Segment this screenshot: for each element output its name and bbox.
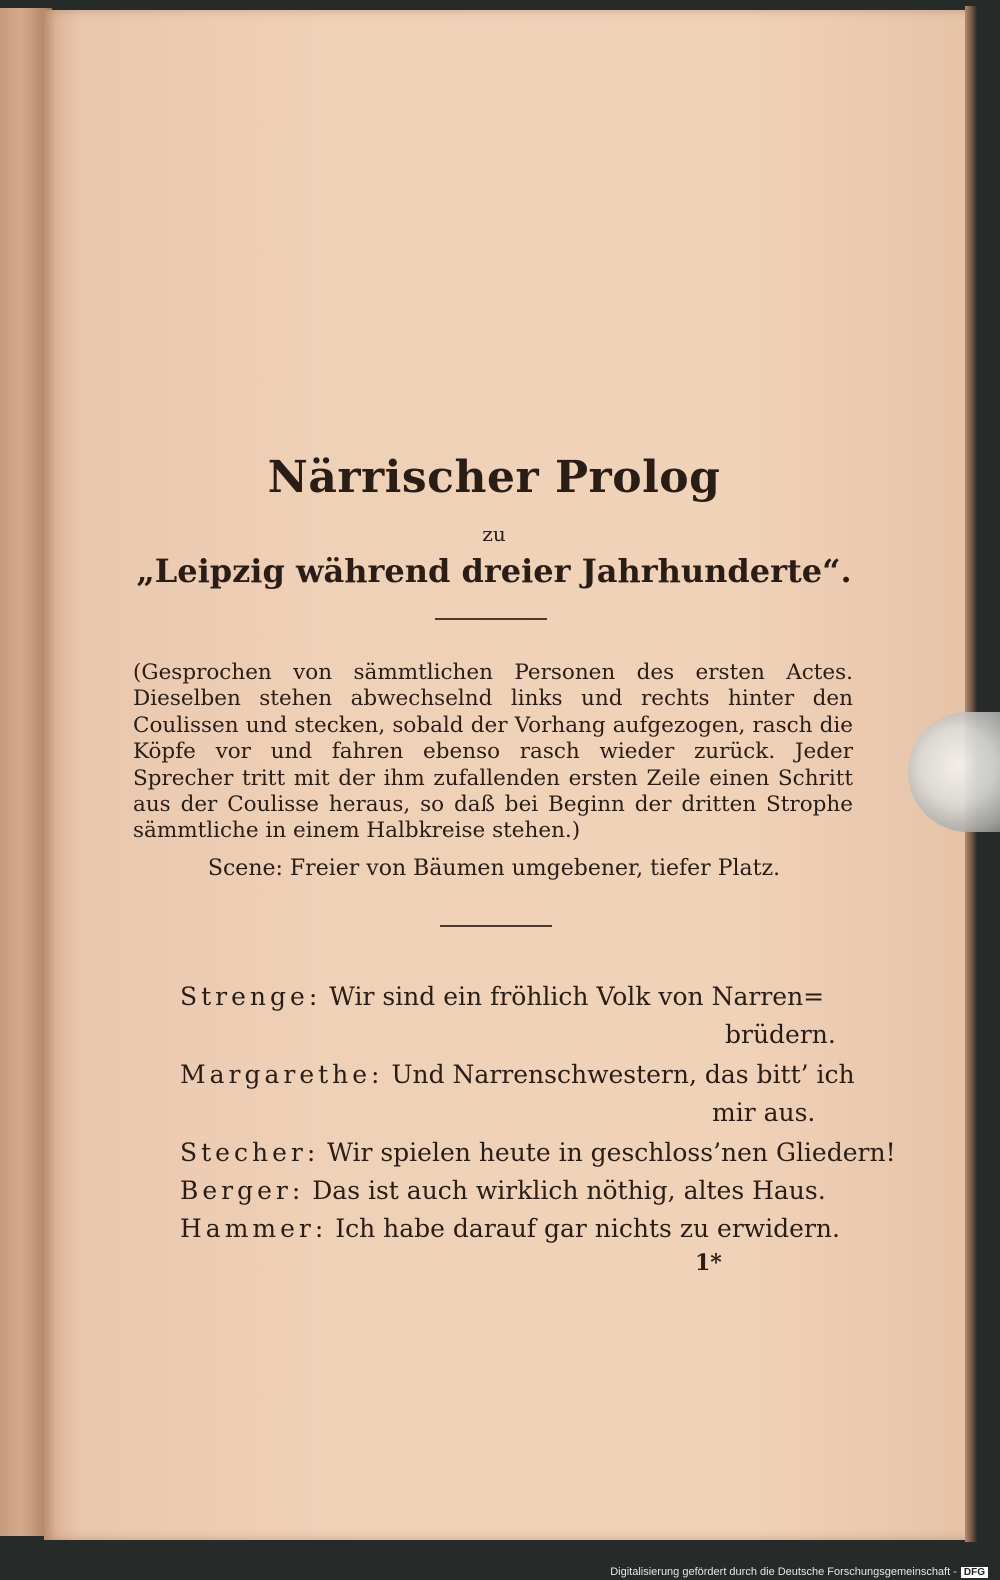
- divider-top: [435, 618, 547, 620]
- verse-line: [180, 1210, 840, 1248]
- verse-line: [180, 978, 824, 1016]
- verse-line: [180, 1172, 826, 1210]
- verse-text: Ich habe darauf gar nichts zu erwidern.: [335, 1214, 840, 1243]
- verse-text: Wir spielen heute in geschloss’nen Gliedern!: [327, 1138, 896, 1167]
- footer-credit: [610, 1566, 988, 1578]
- page-title: Närrischer Prolog: [267, 452, 721, 503]
- dfg-logo: DFG: [961, 1567, 988, 1578]
- title-connector: zu: [482, 522, 506, 546]
- scene-description: Scene: Freier von Bäumen umgebener, tiefer Platz.: [207, 856, 781, 881]
- footer-text: Digitalisierung gefördert durch die Deutsche Forschungsgemeinschaft -: [610, 1566, 957, 1578]
- stage-direction: (Gesprochen von sämmtlichen Personen des ersten Actes. Dieselben stehen abwechselnd links und rechts hinter den Coulissen und stecken, sobald der Vorhang aufgezogen, rasch die Köpfe vor und fahren ebenso rasch wieder zurück. Jeder Sprecher tritt mit der ihm zufallenden ersten Zeile einen Schritt aus der Coulisse heraus, so daß bei Beginn der dritten Strophe sämmtliche in einem Halbkreise stehen.): [133, 660, 853, 844]
- verse-continuation: brüdern.: [725, 1020, 836, 1049]
- speaker-name: Berger:: [180, 1176, 305, 1205]
- verse-line: [180, 1056, 855, 1094]
- speaker-name: Hammer:: [180, 1214, 328, 1243]
- page-subtitle: „Leipzig während dreier Jahrhunderte“.: [136, 552, 852, 590]
- speaker-name: Strenge:: [180, 982, 322, 1011]
- speaker-name: Stecher:: [180, 1138, 320, 1167]
- divider-bottom: [440, 925, 552, 927]
- speaker-name: Margarethe:: [180, 1060, 384, 1089]
- verse-line: [180, 1134, 896, 1172]
- verse-continuation: mir aus.: [712, 1098, 816, 1127]
- verse-text: Wir sind ein fröhlich Volk von Narren=: [329, 982, 825, 1011]
- page-number: 1*: [695, 1250, 722, 1276]
- verse-text: Und Narrenschwestern, das bitt’ ich: [391, 1060, 855, 1089]
- verse-text: Das ist auch wirklich nöthig, altes Haus.: [312, 1176, 826, 1205]
